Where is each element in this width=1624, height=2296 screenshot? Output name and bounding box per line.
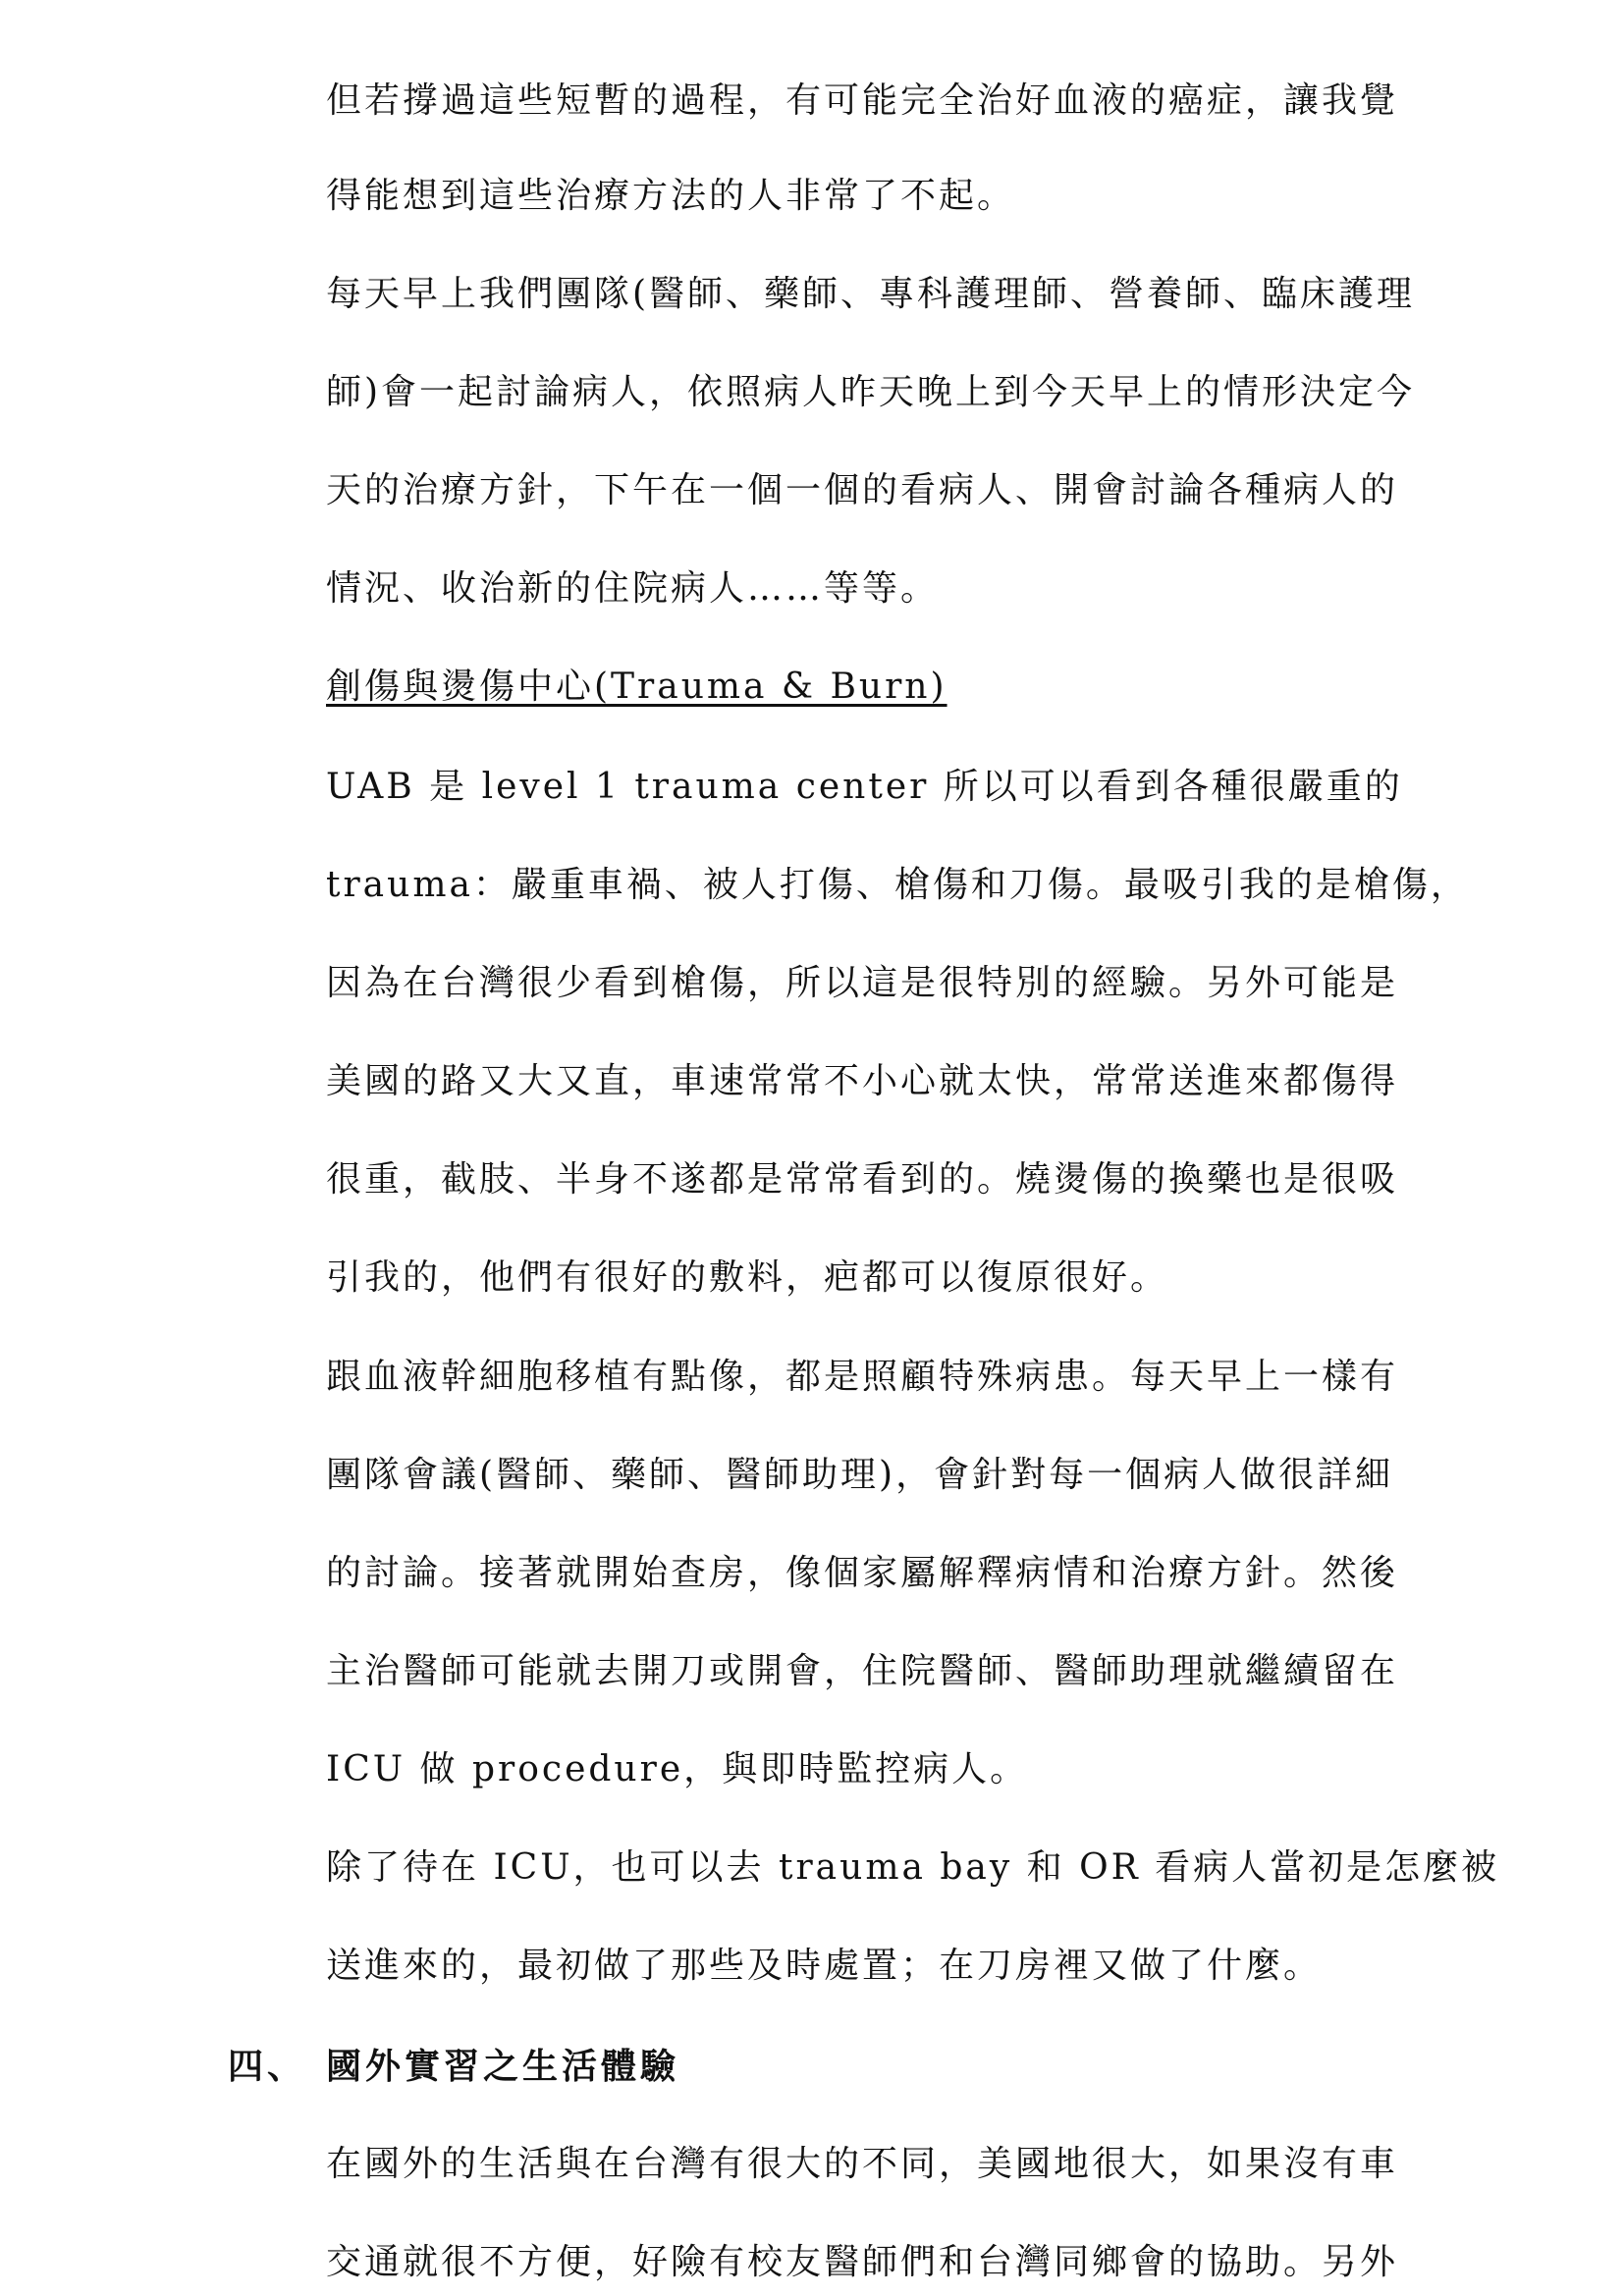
subsection-heading	[326, 663, 1416, 712]
body-line: 很重，截肢、半身不遂都是常常看到的。燒燙傷的換藥也是很吸	[326, 1159, 1399, 1200]
body-line: 的討論。接著就開始查房，像個家屬解釋病情和治療方針。然後	[326, 1553, 1399, 1593]
body-line: 美國的路又大又直，車速常常不小心就太快，常常送進來都傷得	[326, 1061, 1399, 1101]
body-line: 團隊會議(醫師、藥師、醫師助理)，會針對每一個病人做很詳細	[326, 1455, 1394, 1495]
body-line: UAB 是 level 1 trauma center 所以可以看到各種很嚴重的	[326, 767, 1403, 807]
body-line: 得能想到這些治療方法的人非常了不起。	[326, 176, 1016, 216]
body-line: 每天早上我們團隊(醫師、藥師、專科護理師、營養師、臨床護理	[326, 274, 1416, 314]
body-line: 師)會一起討論病人，依照病人昨天晚上到今天早上的情形決定今	[326, 372, 1416, 412]
section-title: 國外實習之生活體驗	[326, 2046, 680, 2087]
body-line: ICU 做 procedure，與即時監控病人。	[326, 1749, 1029, 1789]
body-line: 在國外的生活與在台灣有很大的不同，美國地很大，如果沒有車	[326, 2144, 1399, 2184]
section-number: 四、	[228, 2046, 307, 2087]
body-line: 除了待在 ICU，也可以去 trauma bay 和 OR 看病人當初是怎麼被	[326, 1847, 1500, 1888]
body-line: 送進來的，最初做了那些及時處置；在刀房裡又做了什麼。	[326, 1946, 1323, 1986]
body-line: 天的治療方針，下午在一個一個的看病人、開會討論各種病人的	[326, 470, 1399, 510]
body-line: 但若撐過這些短暫的過程，有可能完全治好血液的癌症，讓我覺	[326, 80, 1399, 121]
body-line: trauma：嚴重車禍、被人打傷、槍傷和刀傷。最吸引我的是槍傷，	[326, 865, 1469, 905]
body-line: 情況、收治新的住院病人……等等。	[326, 568, 940, 609]
subsection-heading-text: 創傷與燙傷中心(Trauma & Burn)	[326, 667, 947, 707]
body-line: 因為在台灣很少看到槍傷，所以這是很特別的經驗。另外可能是	[326, 963, 1399, 1003]
body-line: 主治醫師可能就去開刀或開會，住院醫師、醫師助理就繼續留在	[326, 1651, 1399, 1691]
body-line: 交通就很不方便，好險有校友醫師們和台灣同鄉會的協助。另外	[326, 2242, 1399, 2282]
body-line: 引我的，他們有很好的敷料，疤都可以復原很好。	[326, 1257, 1169, 1298]
body-line: 跟血液幹細胞移植有點像，都是照顧特殊病患。每天早上一樣有	[326, 1357, 1399, 1397]
